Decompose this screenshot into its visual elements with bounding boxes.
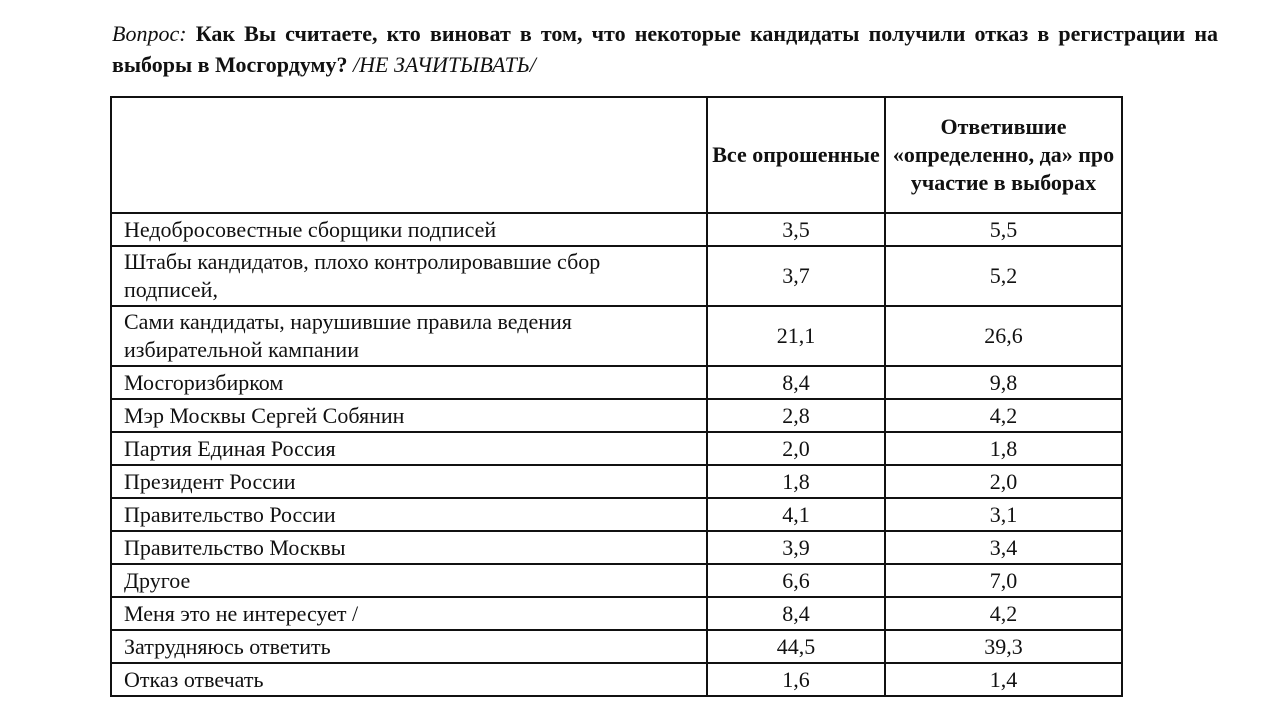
answer-cell: Президент России	[111, 465, 707, 498]
header-answer	[111, 97, 707, 213]
value-voters-cell: 3,1	[885, 498, 1122, 531]
value-voters-cell: 9,8	[885, 366, 1122, 399]
value-all-cell: 6,6	[707, 564, 885, 597]
answer-cell: Штабы кандидатов, плохо контролировавшие сбор подписей,	[111, 246, 707, 306]
value-voters-cell: 3,4	[885, 531, 1122, 564]
table-row	[111, 597, 1122, 630]
question-text: Как Вы считаете, кто виноват в том, что некоторые кандидаты получили отказ в регистрации на выборы в Мосгордуму?	[112, 21, 1219, 77]
value-all-cell: 3,5	[707, 213, 885, 246]
value-voters-cell: 2,0	[885, 465, 1122, 498]
answer-cell: Правительство Москвы	[111, 531, 707, 564]
answer-cell: Другое	[111, 564, 707, 597]
answer-cell: Сами кандидаты, нарушившие правила ведения избирательной кампании	[111, 306, 707, 366]
value-voters-cell: 4,2	[885, 399, 1122, 432]
answer-cell: Недобросовестные сборщики подписей	[111, 213, 707, 246]
value-voters-cell: 26,6	[885, 306, 1122, 366]
value-voters-cell: 1,4	[885, 663, 1122, 696]
table-row	[111, 630, 1122, 663]
header-likely-voters: Ответившие «определенно, да» про участие в выборах	[885, 97, 1122, 213]
answer-cell: Правительство России	[111, 498, 707, 531]
value-all-cell: 8,4	[707, 597, 885, 630]
table-row	[111, 399, 1122, 432]
survey-results-table	[110, 96, 1123, 697]
table-row	[111, 498, 1122, 531]
value-voters-cell: 7,0	[885, 564, 1122, 597]
answer-cell: Затрудняюсь ответить	[111, 630, 707, 663]
value-all-cell: 1,6	[707, 663, 885, 696]
question-prefix: Вопрос:	[112, 21, 187, 46]
value-voters-cell: 4,2	[885, 597, 1122, 630]
header-all-respondents: Все опрошенные	[707, 97, 885, 213]
question-paragraph	[112, 18, 1218, 80]
answer-cell: Партия Единая Россия	[111, 432, 707, 465]
value-all-cell: 8,4	[707, 366, 885, 399]
value-all-cell: 2,0	[707, 432, 885, 465]
answer-cell: Мосгоризбирком	[111, 366, 707, 399]
value-all-cell: 2,8	[707, 399, 885, 432]
table-row	[111, 366, 1122, 399]
table-row	[111, 306, 1122, 366]
table-row	[111, 465, 1122, 498]
table-row	[111, 213, 1122, 246]
value-voters-cell: 5,2	[885, 246, 1122, 306]
table-row	[111, 663, 1122, 696]
answer-cell: Отказ отвечать	[111, 663, 707, 696]
value-voters-cell: 1,8	[885, 432, 1122, 465]
table-row	[111, 564, 1122, 597]
table-header-row	[111, 97, 1122, 213]
value-all-cell: 1,8	[707, 465, 885, 498]
question-note: /НЕ ЗАЧИТЫВАТЬ/	[353, 52, 536, 77]
value-voters-cell: 39,3	[885, 630, 1122, 663]
value-all-cell: 3,9	[707, 531, 885, 564]
answer-cell: Мэр Москвы Сергей Собянин	[111, 399, 707, 432]
table-row	[111, 531, 1122, 564]
table-row	[111, 432, 1122, 465]
table-row	[111, 246, 1122, 306]
value-all-cell: 4,1	[707, 498, 885, 531]
value-all-cell: 21,1	[707, 306, 885, 366]
value-voters-cell: 5,5	[885, 213, 1122, 246]
value-all-cell: 3,7	[707, 246, 885, 306]
answer-cell: Меня это не интересует /	[111, 597, 707, 630]
value-all-cell: 44,5	[707, 630, 885, 663]
